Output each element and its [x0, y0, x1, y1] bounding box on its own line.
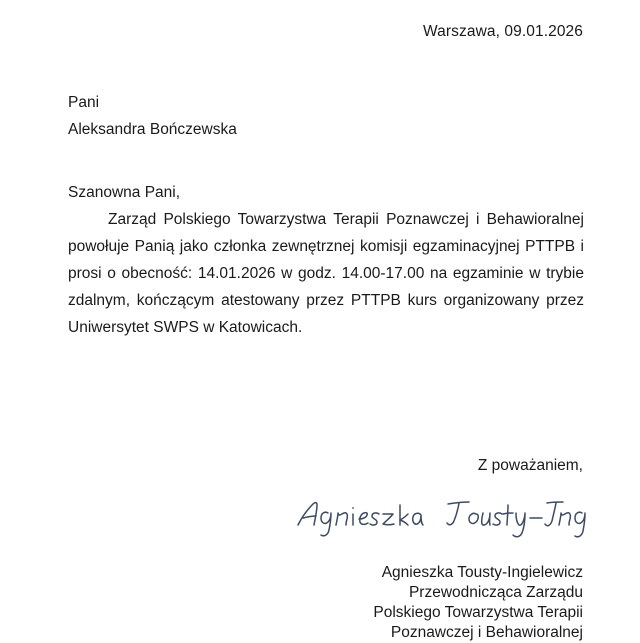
body-paragraph: Zarząd Polskiego Towarzystwa Terapii Poznawczej i Behawioralnej powołuje Panią jako członka zewnętrznej komisji egzaminacyjnej PTTPB i prosi o obecność: 14.01.2026 w godz. 14.00-17.00 na egzaminie w trybie zdalnym, kończącym atestowany przez PTTPB kurs organizowany przez Uniwersytet SWPS w Katowicach. [68, 211, 584, 336]
addressee-block [68, 89, 468, 143]
signature-block [68, 563, 583, 643]
salutation: Szanowna Pani, [68, 184, 181, 201]
signature-ink-icon [292, 487, 587, 542]
date-line: Warszawa, 09.01.2026 [423, 23, 583, 40]
addressee-name: Aleksandra Bończewska [68, 121, 237, 138]
signer-name: Agnieszka Tousty-Ingielewicz [381, 564, 583, 581]
handwritten-signature [292, 487, 587, 542]
signer-title: Przewodnicząca Zarządu [408, 584, 583, 601]
closing-phrase: Z poważaniem, [477, 457, 583, 474]
organization-line-2: Poznawczej i Behawioralnej [390, 624, 583, 641]
addressee-honorific: Pani [68, 94, 100, 111]
organization-line-1: Polskiego Towarzystwa Terapii [373, 604, 583, 621]
